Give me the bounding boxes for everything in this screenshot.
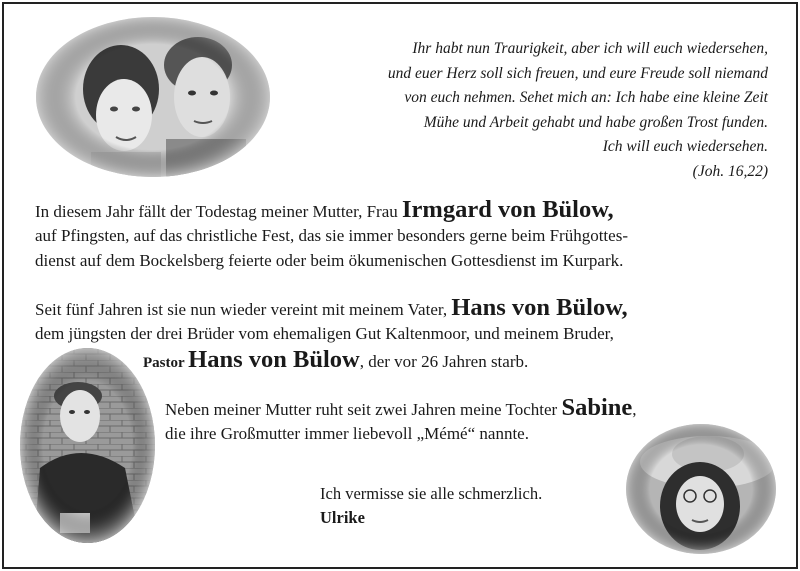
quote-line: Ihr habt nun Traurigkeit, aber ich will euch wiedersehen,: [412, 40, 768, 57]
quote-line: Mühe und Arbeit gehabt und habe großen Trost funden.: [423, 113, 768, 131]
signature: Ulrike: [320, 508, 365, 527]
quote-reference: (Joh. 16,22): [692, 162, 768, 180]
closing-block: [320, 482, 542, 530]
para3-line2: die ihre Großmutter immer liebevoll „Mémé“ nannte.: [165, 424, 529, 444]
paragraph-mother: [35, 198, 775, 273]
name-hans-brother: Hans von Bülow: [188, 346, 360, 373]
para2-line3: [143, 348, 783, 375]
bible-quote: [298, 37, 768, 185]
para2-text: Seit fünf Jahren ist sie nun wieder vereint mit meinem Vater,: [35, 300, 452, 319]
couple-photo: [36, 17, 270, 177]
para2-line2: dem jüngsten der drei Brüder vom ehemaligen Gut Kaltenmoor, und meinem Bruder,: [35, 324, 614, 344]
para1-line2: auf Pfingsten, auf das christliche Fest, das sie immer besonders gerne beim Frühgottes-: [35, 226, 628, 246]
para3-post: ,: [632, 400, 637, 419]
brother-photo: [20, 348, 155, 543]
paragraph-father: [35, 296, 775, 347]
para2-line1: [35, 296, 775, 322]
quote-line: und euer Herz soll sich freuen, und eure Freude soll niemand: [387, 64, 768, 82]
name-hans-father: Hans von Bülow,: [451, 294, 628, 321]
para1-text: In diesem Jahr fällt der Todestag meiner Mutter, Frau: [35, 202, 402, 221]
quote-line: Ich will euch wiedersehen.: [602, 138, 768, 156]
quote-line: von euch nehmen. Sehet mich an: Ich habe eine kleine Zeit: [404, 89, 768, 107]
name-irmgard: Irmgard von Bülow,: [402, 196, 614, 223]
title-pastor: Pastor: [143, 355, 189, 371]
closing-line: Ich vermisse sie alle schmerzlich.: [320, 484, 543, 503]
para2-post: , der vor 26 Jahren starb.: [359, 352, 529, 371]
para3-line1: [165, 396, 775, 422]
daughter-photo: [626, 424, 776, 554]
name-sabine: Sabine: [561, 394, 633, 421]
para3-text: Neben meiner Mutter ruht seit zwei Jahren meine Tochter: [165, 400, 562, 419]
para1-line1: [35, 198, 775, 224]
para1-line3: dienst auf dem Bockelsberg feierte oder beim ökumenischen Gottesdienst im Kurpark.: [35, 250, 624, 270]
